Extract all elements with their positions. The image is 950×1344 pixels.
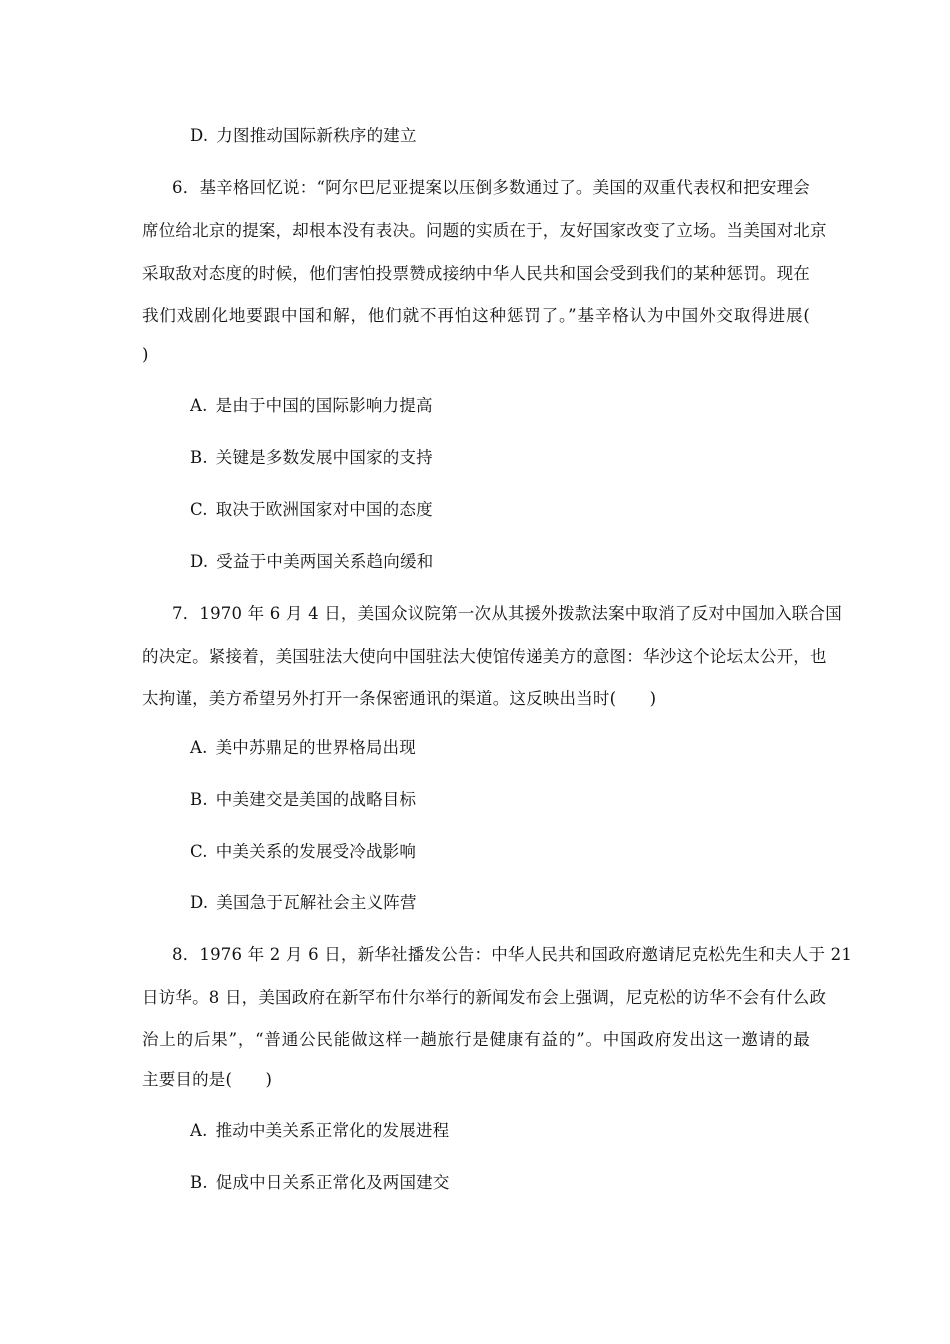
q6-option-d [190,550,433,574]
q6-stem-line-1: 6．基辛格回忆说：“阿尔巴尼亚提案以压倒多数通过了。美国的双重代表权和把安理会 [172,178,810,197]
option-text: 是由于中国的国际影响力提高 [215,396,433,415]
q8-stem-line-4: 主要目的是( ) [142,1070,273,1089]
q7-stem-line-2: 的决定。紧接着，美国驻法大使向中国驻法大使馆传递美方的意图：华沙这个论坛太公开，也 [142,647,827,666]
option-text: 美中苏鼎足的世界格局出现 [215,738,416,757]
option-letter: B. [190,1173,208,1192]
option-text: 推动中美关系正常化的发展进程 [215,1121,450,1140]
q8-stem-line-2: 日访华。8 日，美国政府在新罕布什尔举行的新闻发布会上强调，尼克松的访华不会有什么政 [142,988,827,1007]
option-letter: D. [190,893,209,912]
q6-stem-line-2: 席位给北京的提案，却根本没有表决。问题的实质在于，友好国家改变了立场。当美国对北京 [142,221,827,240]
option-letter: B. [190,790,208,809]
q7-option-c [190,840,416,864]
q7-option-d [190,891,417,915]
option-text: 取决于欧洲国家对中国的态度 [215,500,433,519]
q8-option-a [190,1119,449,1143]
option-text: 促成中日关系正常化及两国建交 [215,1173,450,1192]
q6-stem-line-3: 采取敌对态度的时候，他们害怕投票赞成接纳中华人民共和国会受到我们的某种惩罚。现在 [142,264,810,283]
option-letter: D. [190,126,209,145]
option-text: 受益于中美两国关系趋向缓和 [216,552,434,571]
option-text: 关键是多数发展中国家的支持 [215,448,433,467]
q6-option-c [190,498,433,522]
q6-stem-line-4: 我们戏剧化地要跟中国和解，他们就不再怕这种惩罚了。”基辛格认为中国外交取得进展( [142,306,810,325]
option-letter: A. [190,738,208,757]
q7-stem-line-3: 太拘谨，美方希望另外打开一条保密通讯的渠道。这反映出当时( ) [142,689,657,708]
q7-stem-line-1: 7．1970 年 6 月 4 日，美国众议院第一次从其援外拨款法案中取消了反对中国加入联合国 [172,604,842,623]
option-letter: C. [190,500,208,519]
q6-option-a [190,394,433,418]
q5-option-d [190,124,417,148]
option-letter: D. [190,552,209,571]
option-text: 中美建交是美国的战略目标 [215,790,417,809]
option-letter: A. [190,396,208,415]
q7-option-a [190,736,416,760]
q8-stem-line-3: 治上的后果”，“普通公民能做这样一趟旅行是健康有益的”。中国政府发出这一邀请的最 [142,1030,810,1049]
option-letter: B. [190,448,208,467]
q6-option-b [190,446,433,470]
option-text: 力图推动国际新秩序的建立 [216,126,417,145]
option-letter: A. [190,1121,208,1140]
option-text: 美国急于瓦解社会主义阵营 [216,893,417,912]
option-letter: C. [190,842,208,861]
q8-option-b [190,1171,450,1195]
option-text: 中美关系的发展受冷战影响 [215,842,417,861]
q8-stem-line-1: 8．1976 年 2 月 6 日，新华社播发公告：中华人民共和国政府邀请尼克松先生和夫人于 21 [172,945,853,964]
q6-stem-line-5: ) [142,345,149,364]
q7-option-b [190,788,416,812]
